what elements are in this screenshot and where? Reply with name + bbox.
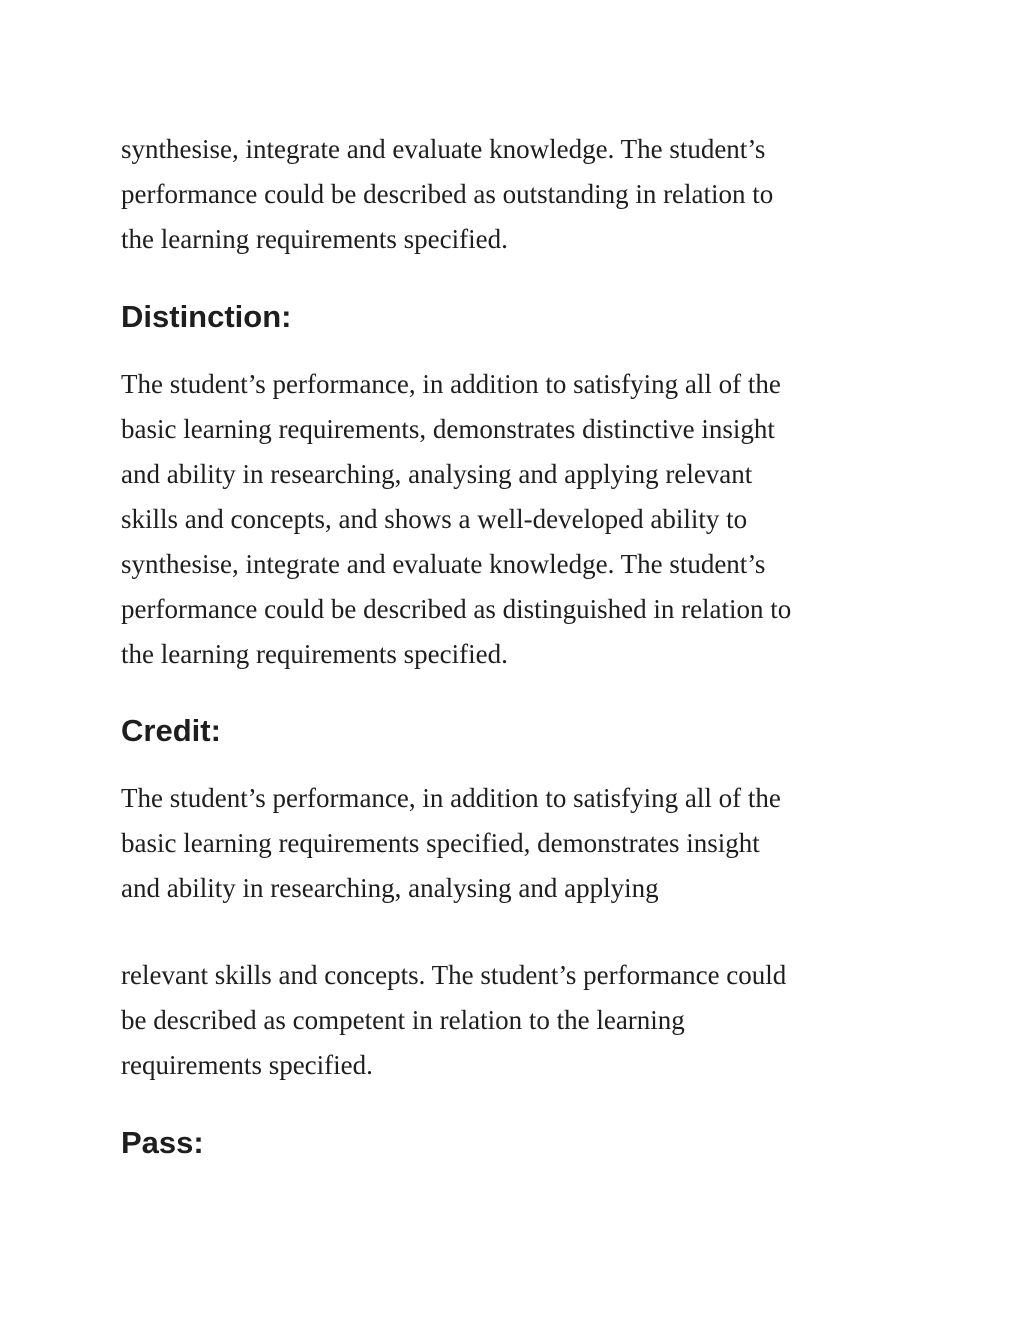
paragraph-line: basic learning requirements, demonstrates distinctive insight	[121, 414, 775, 444]
paragraph-line: performance could be described as outstanding in relation to	[121, 179, 774, 209]
paragraph-line: The student’s performance, in addition to satisfying all of the	[121, 783, 781, 813]
credit-description-continuation	[121, 953, 786, 1088]
paragraph-line: synthesise, integrate and evaluate knowledge. The student’s	[121, 549, 766, 579]
paragraph-line: The student’s performance, in addition to satisfying all of the	[121, 369, 781, 399]
pass-heading: Pass:	[121, 1125, 204, 1160]
paragraph-line: requirements specified.	[121, 1050, 373, 1080]
credit-description-paragraph	[121, 776, 781, 911]
paragraph-line: the learning requirements specified.	[121, 639, 508, 669]
paragraph-line: synthesise, integrate and evaluate knowledge. The student’s	[121, 134, 766, 164]
paragraph-line: relevant skills and concepts. The student’s performance could	[121, 960, 787, 990]
paragraph-line: and ability in researching, analysing and applying	[121, 873, 659, 903]
distinction-description-paragraph	[121, 362, 791, 677]
paragraph-line: performance could be described as distinguished in relation to	[121, 594, 792, 624]
paragraph-line: be described as competent in relation to the learning	[121, 1005, 685, 1035]
paragraph-line: the learning requirements specified.	[121, 224, 508, 254]
paragraph-line: and ability in researching, analysing and applying relevant	[121, 459, 753, 489]
paragraph-line: skills and concepts, and shows a well-developed ability to	[121, 504, 748, 534]
distinction-heading: Distinction:	[121, 299, 292, 334]
outstanding-description-paragraph	[121, 127, 773, 262]
credit-heading: Credit:	[121, 713, 221, 748]
paragraph-line: basic learning requirements specified, demonstrates insight	[121, 828, 760, 858]
